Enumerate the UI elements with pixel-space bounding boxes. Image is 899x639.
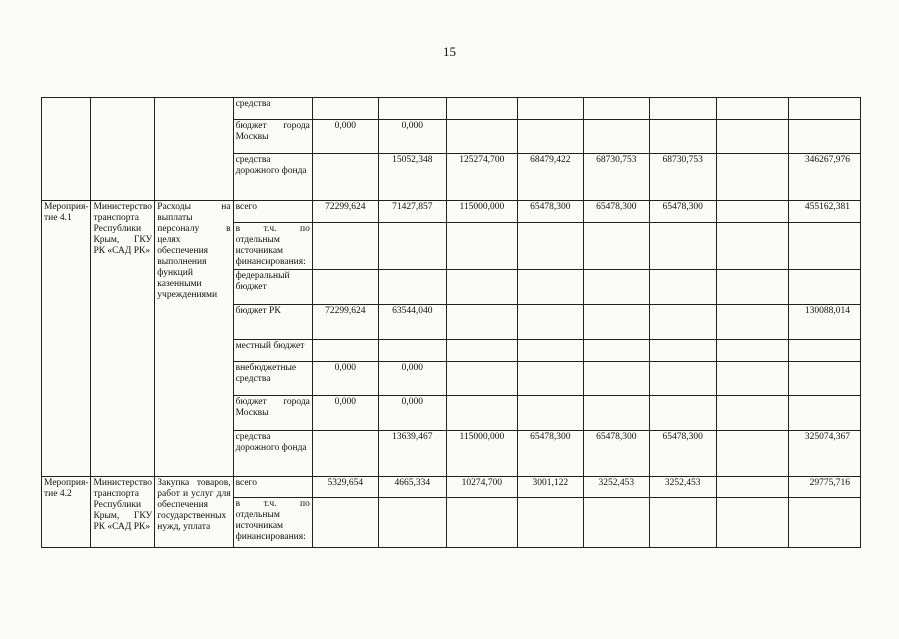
value-cell [788, 498, 860, 548]
value-cell [583, 340, 649, 362]
value-cell: 5329,654 [312, 477, 378, 498]
value-cell: 65478,300 [649, 431, 716, 477]
funding-source-cell: всего [233, 201, 312, 223]
value-cell [312, 154, 378, 201]
value-cell [649, 396, 716, 431]
value-cell: 0,000 [378, 362, 446, 396]
value-cell [312, 270, 378, 305]
value-cell: 15052,348 [378, 154, 446, 201]
value-cell: 3252,453 [583, 477, 649, 498]
page-number: 15 [443, 44, 456, 59]
value-cell [649, 340, 716, 362]
value-cell: 72299,624 [312, 305, 378, 340]
funding-source-cell: бюджет города Москвы [233, 396, 312, 431]
value-cell: 0,000 [312, 120, 378, 154]
value-cell: 115000,000 [446, 201, 517, 223]
value-cell [716, 362, 788, 396]
value-cell [716, 120, 788, 154]
value-cell: 125274,700 [446, 154, 517, 201]
value-cell: 63544,040 [378, 305, 446, 340]
value-cell: 0,000 [378, 396, 446, 431]
value-cell [583, 120, 649, 154]
value-cell [446, 305, 517, 340]
value-cell [312, 340, 378, 362]
value-cell [649, 305, 716, 340]
value-cell: 3001,122 [517, 477, 583, 498]
value-cell [649, 120, 716, 154]
value-cell [716, 270, 788, 305]
value-cell [788, 362, 860, 396]
value-cell [517, 362, 583, 396]
value-cell [716, 431, 788, 477]
value-cell [378, 340, 446, 362]
value-cell: 325074,367 [788, 431, 860, 477]
value-cell [517, 498, 583, 548]
value-cell [517, 120, 583, 154]
value-cell [583, 270, 649, 305]
value-cell: 68730,753 [583, 154, 649, 201]
value-cell: 29775,716 [788, 477, 860, 498]
value-cell [788, 120, 860, 154]
executor-cell: Министерство транспорта Республики Крым, ГКУ РК «САД РК» [91, 201, 155, 477]
value-cell [446, 362, 517, 396]
budget-table [41, 97, 861, 548]
value-cell [716, 305, 788, 340]
value-cell [716, 340, 788, 362]
value-cell: 3252,453 [649, 477, 716, 498]
funding-source-cell: всего [233, 477, 312, 498]
value-cell [583, 223, 649, 270]
table-row [42, 201, 861, 223]
description-cell [155, 98, 233, 201]
value-cell [583, 362, 649, 396]
description-cell: Закупка товаров, работ и услуг для обеспечения государственных нужд, уплата [155, 477, 233, 548]
table-row [42, 98, 861, 120]
value-cell: 65478,300 [583, 201, 649, 223]
value-cell [312, 431, 378, 477]
executor-cell [91, 98, 155, 201]
funding-source-cell: бюджет города Москвы [233, 120, 312, 154]
value-cell [716, 154, 788, 201]
value-cell [446, 340, 517, 362]
value-cell [312, 223, 378, 270]
value-cell [446, 98, 517, 120]
value-cell [517, 305, 583, 340]
value-cell [716, 223, 788, 270]
value-cell [788, 340, 860, 362]
event-name-cell [42, 98, 91, 201]
value-cell [517, 340, 583, 362]
value-cell [378, 98, 446, 120]
value-cell: 115000,000 [446, 431, 517, 477]
funding-source-cell: средства дорожного фонда [233, 431, 312, 477]
funding-source-cell: федеральный бюджет [233, 270, 312, 305]
executor-cell: Министерство транспорта Республики Крым, ГКУ РК «САД РК» [91, 477, 155, 548]
value-cell: 72299,624 [312, 201, 378, 223]
value-cell [312, 498, 378, 548]
value-cell [788, 98, 860, 120]
value-cell: 0,000 [312, 362, 378, 396]
value-cell [378, 270, 446, 305]
value-cell: 65478,300 [583, 431, 649, 477]
value-cell: 71427,857 [378, 201, 446, 223]
funding-source-cell: средства дорожного фонда [233, 154, 312, 201]
funding-source-cell: внебюджетные средства [233, 362, 312, 396]
description-cell: Расходы на выплаты персоналу в целях обеспечения выполнения функций казенными учреждениями [155, 201, 233, 477]
value-cell: 0,000 [378, 120, 446, 154]
table-row [42, 477, 861, 498]
value-cell [649, 362, 716, 396]
value-cell: 13639,467 [378, 431, 446, 477]
value-cell [649, 98, 716, 120]
value-cell [716, 201, 788, 223]
value-cell [517, 270, 583, 305]
value-cell [649, 270, 716, 305]
value-cell: 455162,381 [788, 201, 860, 223]
value-cell [649, 223, 716, 270]
funding-source-cell: местный бюджет [233, 340, 312, 362]
value-cell: 68479,422 [517, 154, 583, 201]
value-cell: 10274,700 [446, 477, 517, 498]
value-cell [583, 498, 649, 548]
value-cell [312, 98, 378, 120]
value-cell [716, 498, 788, 548]
value-cell: 4665,334 [378, 477, 446, 498]
value-cell [446, 498, 517, 548]
value-cell [517, 223, 583, 270]
event-name-cell: Мероприя-тие 4.1 [42, 201, 91, 477]
value-cell [716, 477, 788, 498]
value-cell: 65478,300 [517, 431, 583, 477]
value-cell [716, 98, 788, 120]
value-cell: 68730,753 [649, 154, 716, 201]
value-cell: 346267,976 [788, 154, 860, 201]
value-cell: 65478,300 [517, 201, 583, 223]
value-cell [649, 498, 716, 548]
value-cell [517, 98, 583, 120]
value-cell [378, 498, 446, 548]
value-cell [788, 223, 860, 270]
value-cell [446, 120, 517, 154]
funding-source-cell: в т.ч. по отдельным источникам финансирования: [233, 223, 312, 270]
value-cell [378, 223, 446, 270]
value-cell: 130088,014 [788, 305, 860, 340]
value-cell: 65478,300 [649, 201, 716, 223]
funding-source-cell: бюджет РК [233, 305, 312, 340]
value-cell [583, 98, 649, 120]
value-cell: 0,000 [312, 396, 378, 431]
value-cell [446, 223, 517, 270]
funding-source-cell: в т.ч. по отдельным источникам финансирования: [233, 498, 312, 548]
value-cell [788, 270, 860, 305]
value-cell [716, 396, 788, 431]
value-cell [517, 396, 583, 431]
value-cell [583, 305, 649, 340]
funding-source-cell: средства [233, 98, 312, 120]
value-cell [788, 396, 860, 431]
event-name-cell: Мероприя-тие 4.2 [42, 477, 91, 548]
value-cell [446, 270, 517, 305]
value-cell [446, 396, 517, 431]
value-cell [583, 396, 649, 431]
